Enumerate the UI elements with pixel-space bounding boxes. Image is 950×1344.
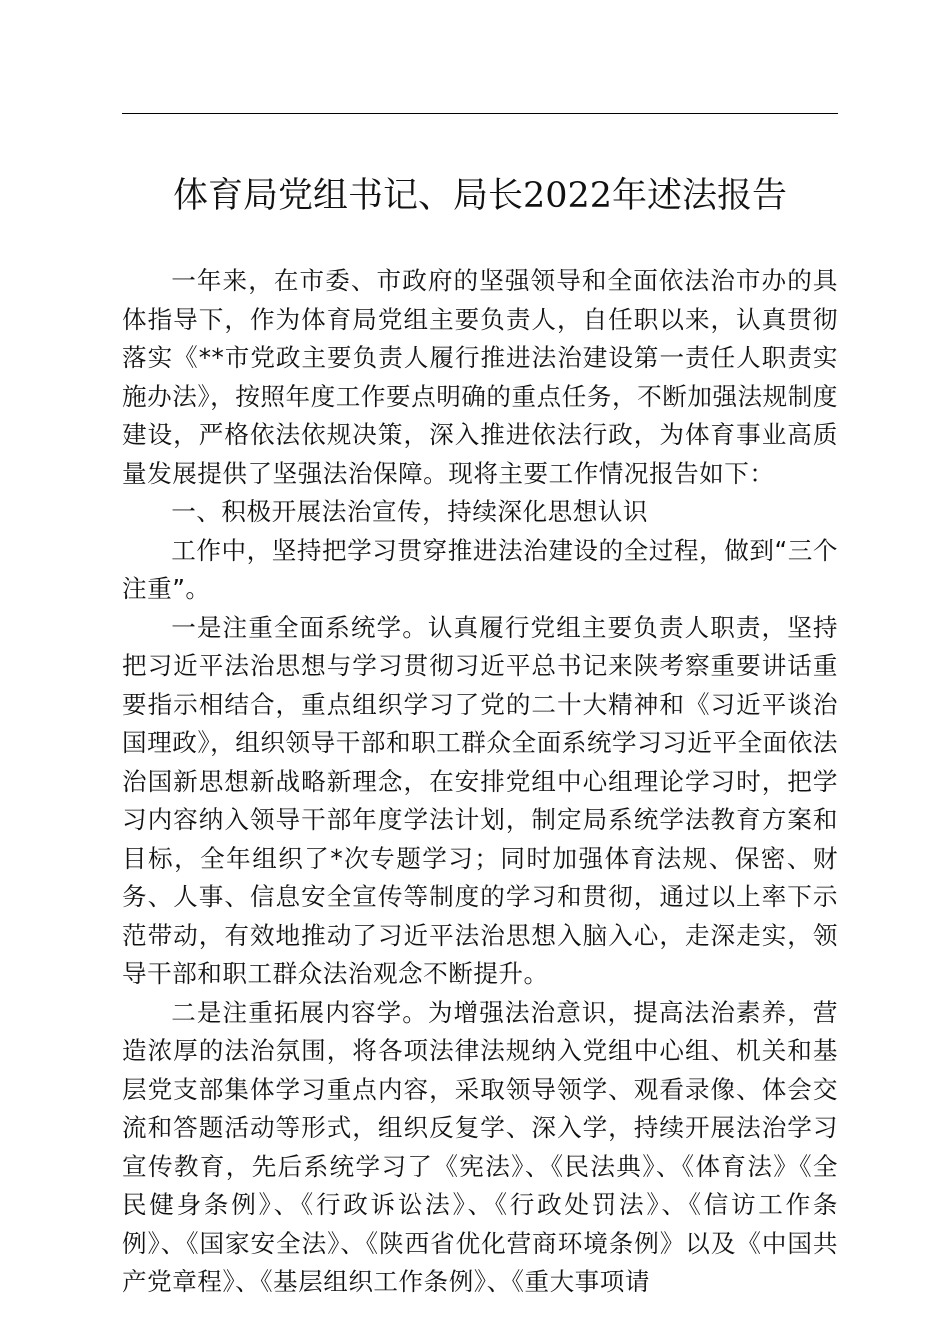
document-title: 体育局党组书记、局长2022年述法报告: [172, 176, 788, 216]
paragraph-intro: 一年来，在市委、市政府的坚强领导和全面依法治市办的具体指导下，作为体育局党组主要负责人，自任职以来，认真贯彻落实《**市党政主要负责人履行推进法治建设第一责任人职责实施办法》，按照年度工作要点明确的重点任务，不断加强法规制度建设，严格依法依规决策，深入推进依法行政，为体育事业高质量发展提供了坚强法治保障。现将主要工作情况报告如下：: [122, 266, 838, 488]
header-rule: [122, 113, 838, 114]
paragraph-systematic-study: 一是注重全面系统学。认真履行党组主要负责人职责，坚持把习近平法治思想与学习贯彻习近平总书记来陕考察重要讲话重要指示相结合，重点组织学习了党的二十大精神和《习近平谈治国理政》，组织领导干部和职工群众全面系统学习习近平全面依法治国新思想新战略新理念，在安排党组中心组理论学习时，把学习内容纳入领导干部年度学法计划，制定局系统学法教育方案和目标，全年组织了*次专题学习；同时加强体育法规、保密、财务、人事、信息安全宣传等制度的学习和贯彻，通过以上率下示范带动，有效地推动了习近平法治思想入脑入心，走深走实，领导干部和职工群众法治观念不断提升。: [122, 612, 838, 988]
section-heading-1: 一、积极开展法治宣传，持续深化思想认识: [171, 497, 648, 526]
paragraph-expand-content: 二是注重拓展内容学。为增强法治意识，提高法治素养，营造浓厚的法治氛围，将各项法律法规纳入党组中心组、机关和基层党支部集体学习重点内容，采取领导领学、观看录像、体会交流和答题活动等形式，组织反复学、深入学，持续开展法治学习宣传教育，先后系统学习了《宪法》、《民法典》、《体育法》《全民健身条例》、《行政诉讼法》、《行政处罚法》、《信访工作条例》、《国家安全法》、《陕西省优化营商环境条例》以及《中国共产党章程》、《基层组织工作条例》、《重大事项请: [122, 997, 838, 1296]
paragraph-three-focus: 工作中，坚持把学习贯穿推进法治建设的全过程，做到“三个注重”。: [122, 535, 838, 603]
document-body: [122, 262, 838, 1302]
